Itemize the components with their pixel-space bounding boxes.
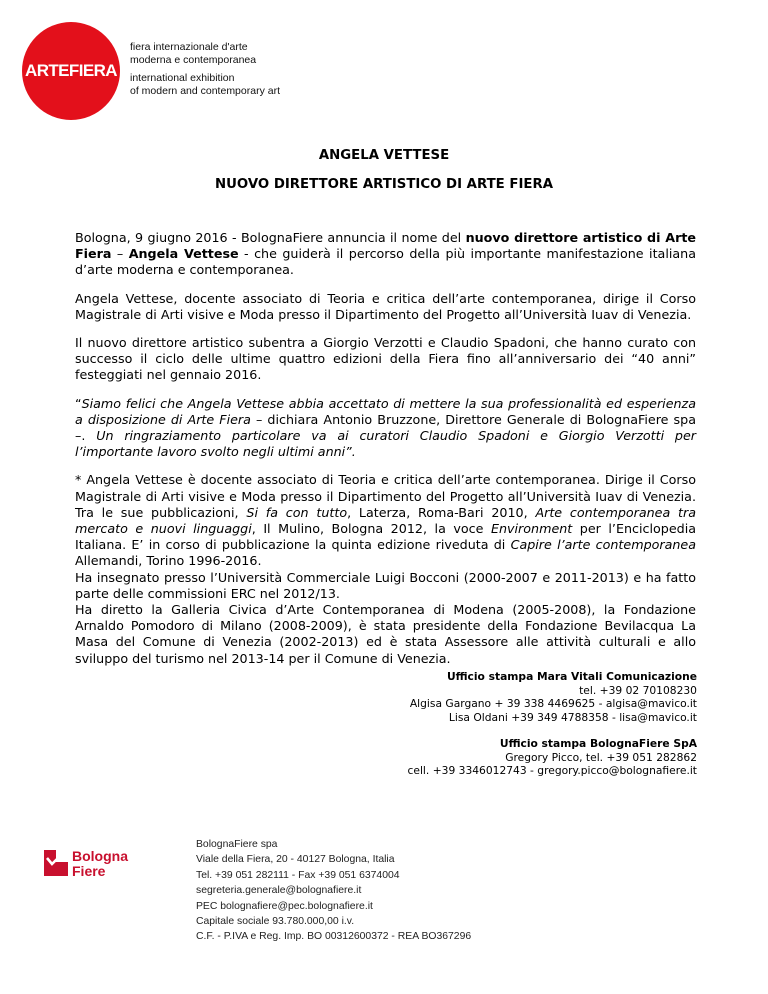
text-run: Allemandi, Torino 1996-2016.: [75, 553, 262, 569]
document-subtitle: NUOVO DIRETTORE ARTISTICO DI ARTE FIERA: [214, 177, 554, 192]
company-info: [196, 837, 471, 945]
artefiera-logo-text: ARTEFIERA: [25, 61, 117, 80]
company-info-line: PEC bolognafiere@pec.bolognafiere.it: [196, 900, 373, 912]
press-contact-line: cell. +39 3346012743 - gregory.picco@bolognafiere.it: [407, 764, 697, 778]
document-title: ANGELA VETTESE: [318, 148, 450, 163]
press-office-mara-vitali: [277, 670, 697, 724]
company-info-line: BolognaFiere spa: [196, 839, 278, 850]
text-run: Ha diretto la Galleria Civica d’Arte Contemporanea di Modena (2005-2008), la Fondazione Arnaldo Pomodoro di Milano (2008-2009), è stata presidente della Fondazione Bevilacqua La Masa del Comune di Venezia (2002-2013) ed è stata Assessore alle attività culturali e allo sviluppo del turismo nel 2013-14 per il Comune di Venezia.: [75, 602, 696, 666]
company-info-line: Capitale sociale 93.780.000,00 i.v.: [196, 916, 355, 928]
italic-run: Un ringraziamento particolare va ai curatori Claudio Spadoni e Giorgio Verzotti per l’importante lavoro svolto negli ultimi anni”.: [75, 428, 696, 460]
bold-run: nuovo direttore artistico di Arte Fiera: [75, 230, 696, 262]
text-run: * Angela Vettese è docente associato di Teoria e critica dell’arte contemporanea. Dirige il Corso Magistrale di Arti visive e Moda presso il Dipartimento del Progetto all’Università Iuav di Venezia. Tra le sue pubblicazioni,: [75, 472, 696, 520]
press-contact-line: Algisa Gargano + 39 338 4469625 - algisa@mavico.it: [409, 697, 697, 711]
press-contact-line: Gregory Picco, tel. +39 051 282862: [505, 750, 697, 764]
text-run: –: [111, 246, 129, 262]
artefiera-logo: [22, 22, 120, 120]
text-run: , Il Mulino, Bologna 2012, la voce: [251, 521, 491, 537]
tagline-en-line: international exhibition: [130, 72, 235, 84]
text-run: Ha insegnato presso l’Università Commerciale Luigi Bocconi (2000-2007 e 2011-2013) e ha fatto parte delle commissioni ERC nel 2012/13.: [75, 569, 696, 601]
italic-run: Capire l’arte contemporanea: [510, 537, 697, 553]
press-office-bolognafiere: [277, 737, 697, 778]
text-run: , Laterza, Roma-Bari 2010,: [347, 504, 536, 520]
bolognafiere-logo: [42, 848, 146, 878]
press-contact-line: tel. +39 02 70108230: [579, 683, 697, 697]
text-run: – dichiara Antonio Bruzzone, Direttore Generale di BolognaFiere spa –.: [75, 411, 696, 444]
paragraph-biography: [75, 472, 696, 666]
press-office-heading: Ufficio stampa BolognaFiere SpA: [499, 737, 697, 750]
company-info-line: C.F. - P.IVA e Reg. Imp. BO 00312600372 - REA BO367296: [196, 931, 472, 943]
press-office-heading: Ufficio stampa Mara Vitali Comunicazione: [446, 670, 697, 683]
bolognafiere-logo-word: Fiere: [72, 863, 106, 878]
tagline-en-line: of modern and contemporary art: [130, 85, 280, 97]
company-info-line: segreteria.generale@bolognafiere.it: [196, 885, 362, 897]
bolognafiere-logo-word: Bologna: [72, 848, 128, 864]
tagline-it-line: fiera internazionale d'arte: [130, 41, 248, 53]
italic-run: Si fa con tutto: [246, 504, 348, 520]
text-run: Bologna, 9 giugno 2016 - BolognaFiere annuncia il nome del: [75, 230, 466, 245]
text-run: - che guiderà il percorso della più importante manifestazione italiana d’arte moderna e contemporanea.: [75, 246, 696, 278]
text-run: “: [75, 395, 82, 411]
italic-run: Environment: [490, 521, 573, 537]
bold-run: Angela Vettese: [128, 246, 239, 262]
italic-run: Siamo felici che Angela Vettese abbia accettato di mettere la sua professionalità ed esperienza a disposizione di Arte Fiera: [75, 395, 696, 427]
paragraph-intro: [75, 230, 696, 279]
italic-run: Arte contemporanea tra mercato e nuovi linguaggi: [75, 504, 697, 537]
paragraph-quote: [75, 396, 696, 461]
company-info-line: Viale della Fiera, 20 - 40127 Bologna, Italia: [196, 854, 395, 866]
text-run: per l’Enciclopedia Italiana. E’ in corso di pubblicazione la quinta edizione riveduta di: [75, 521, 697, 553]
press-release-body: [75, 230, 696, 667]
paragraph-succession: Il nuovo direttore artistico subentra a Giorgio Verzotti e Claudio Spadoni, che hanno curato con successo il ciclo delle ultime quattro edizioni della Fiera fino all’anniversario dei “40 anni” festeggiati nel gennaio 2016.: [75, 335, 696, 383]
company-info-line: Tel. +39 051 282111 - Fax +39 051 6374004: [196, 869, 400, 881]
press-contact-line: Lisa Oldani +39 349 4788358 - lisa@mavico.it: [448, 710, 697, 724]
paragraph-profile: Angela Vettese, docente associato di Teoria e critica dell’arte contemporanea, dirige il Corso Magistrale di Arti visive e Moda presso il Dipartimento del Progetto all’Università Iuav di Venezia.: [75, 290, 696, 322]
tagline-english: [130, 72, 280, 98]
tagline-italian: [130, 41, 256, 67]
bolognafiere-logo-mark: [42, 848, 146, 878]
tagline-it-line: moderna e contemporanea: [130, 54, 257, 66]
